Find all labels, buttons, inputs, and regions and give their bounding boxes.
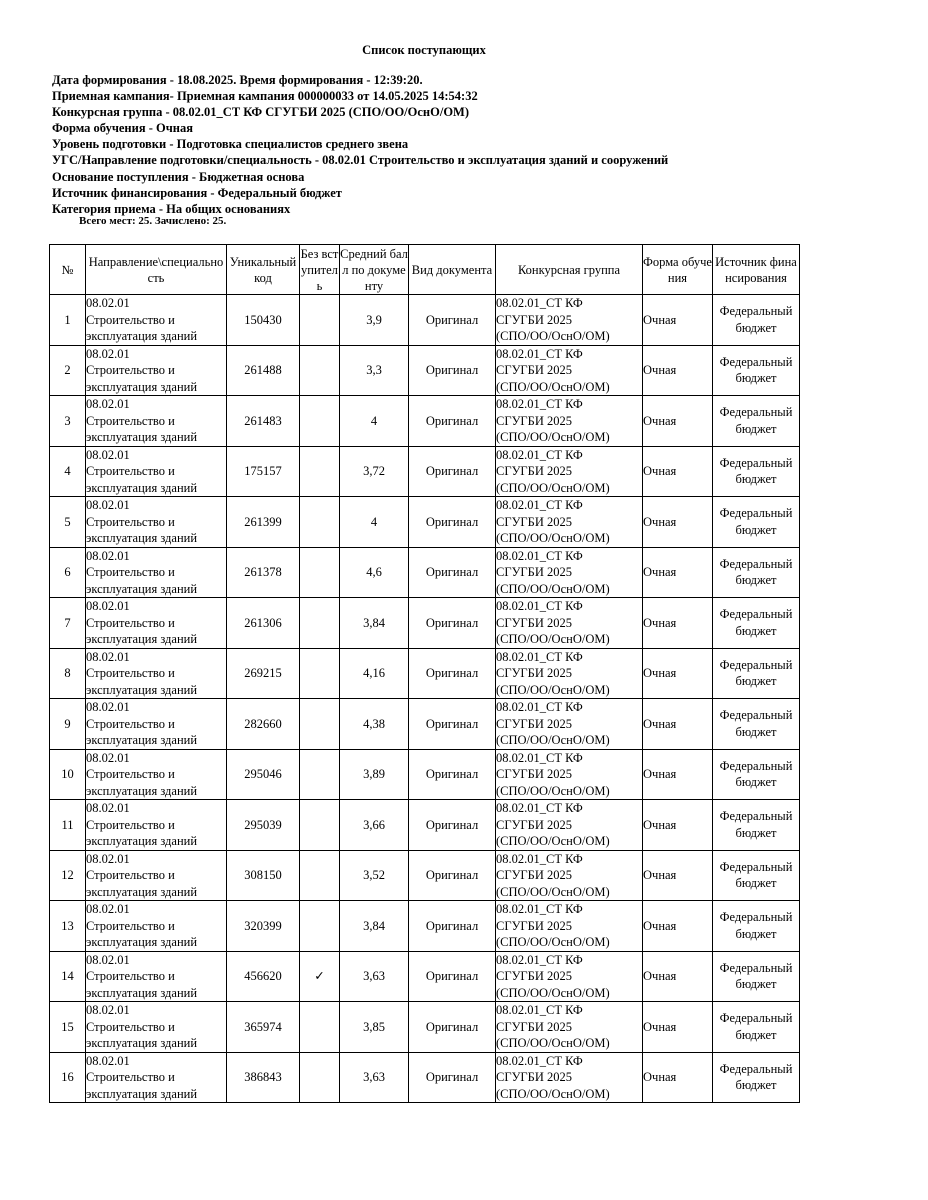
col-number: № <box>50 245 86 295</box>
meta-funding: Источник финансирования - Федеральный бюджет <box>52 185 342 200</box>
cell-competition-group: 08.02.01_СТ КФ СГУГБИ 2025 (СПО/ОО/ОснО/ОМ) <box>496 1002 643 1053</box>
cell-study-form: Очная <box>643 396 713 447</box>
cell-document-type: Оригинал <box>409 699 496 750</box>
cell-unique-code: 282660 <box>227 699 300 750</box>
cell-document-type: Оригинал <box>409 1052 496 1103</box>
cell-unique-code: 269215 <box>227 648 300 699</box>
cell-competition-group: 08.02.01_СТ КФ СГУГБИ 2025 (СПО/ОО/ОснО/ОМ) <box>496 497 643 548</box>
cell-funding-source: Федеральный бюджет <box>713 901 800 952</box>
cell-average-score: 3,63 <box>340 951 409 1002</box>
cell-average-score: 3,85 <box>340 1002 409 1053</box>
cell-without-exams <box>300 497 340 548</box>
table-row <box>50 497 800 548</box>
cell-without-exams <box>300 648 340 699</box>
places-summary: Всего мест: 25. Зачислено: 25. <box>79 215 227 227</box>
cell-direction: 08.02.01 Строительство и эксплуатация зданий <box>86 800 227 851</box>
cell-average-score: 3,84 <box>340 598 409 649</box>
col-document-type: Вид документа <box>409 245 496 295</box>
cell-without-exams <box>300 446 340 497</box>
cell-study-form: Очная <box>643 598 713 649</box>
cell-unique-code: 456620 <box>227 951 300 1002</box>
cell-number: 7 <box>50 598 86 649</box>
cell-funding-source: Федеральный бюджет <box>713 497 800 548</box>
cell-study-form: Очная <box>643 295 713 346</box>
table-row <box>50 598 800 649</box>
cell-unique-code: 175157 <box>227 446 300 497</box>
cell-without-exams <box>300 547 340 598</box>
cell-number: 10 <box>50 749 86 800</box>
cell-study-form: Очная <box>643 1052 713 1103</box>
cell-number: 15 <box>50 1002 86 1053</box>
meta-competition-group: Конкурсная группа - 08.02.01_СТ КФ СГУГБИ 2025 (СПО/ОО/ОснО/ОМ) <box>52 105 469 120</box>
cell-without-exams <box>300 699 340 750</box>
cell-direction: 08.02.01 Строительство и эксплуатация зданий <box>86 1002 227 1053</box>
cell-average-score: 3,63 <box>340 1052 409 1103</box>
cell-competition-group: 08.02.01_СТ КФ СГУГБИ 2025 (СПО/ОО/ОснО/ОМ) <box>496 1052 643 1103</box>
cell-document-type: Оригинал <box>409 749 496 800</box>
cell-average-score: 3,3 <box>340 345 409 396</box>
cell-competition-group: 08.02.01_СТ КФ СГУГБИ 2025 (СПО/ОО/ОснО/ОМ) <box>496 850 643 901</box>
cell-study-form: Очная <box>643 547 713 598</box>
cell-number: 8 <box>50 648 86 699</box>
cell-unique-code: 308150 <box>227 850 300 901</box>
cell-number: 2 <box>50 345 86 396</box>
cell-funding-source: Федеральный бюджет <box>713 749 800 800</box>
cell-document-type: Оригинал <box>409 295 496 346</box>
cell-competition-group: 08.02.01_СТ КФ СГУГБИ 2025 (СПО/ОО/ОснО/ОМ) <box>496 396 643 447</box>
cell-study-form: Очная <box>643 850 713 901</box>
table-header-row <box>50 245 800 295</box>
cell-direction: 08.02.01 Строительство и эксплуатация зданий <box>86 345 227 396</box>
cell-funding-source: Федеральный бюджет <box>713 699 800 750</box>
cell-competition-group: 08.02.01_СТ КФ СГУГБИ 2025 (СПО/ОО/ОснО/ОМ) <box>496 295 643 346</box>
cell-competition-group: 08.02.01_СТ КФ СГУГБИ 2025 (СПО/ОО/ОснО/ОМ) <box>496 749 643 800</box>
cell-document-type: Оригинал <box>409 396 496 447</box>
cell-document-type: Оригинал <box>409 497 496 548</box>
cell-unique-code: 261399 <box>227 497 300 548</box>
cell-study-form: Очная <box>643 951 713 1002</box>
cell-without-exams <box>300 396 340 447</box>
table-row <box>50 951 800 1002</box>
cell-average-score: 4,38 <box>340 699 409 750</box>
col-funding-source: Источник финансирования <box>713 245 800 295</box>
cell-funding-source: Федеральный бюджет <box>713 850 800 901</box>
table-row <box>50 345 800 396</box>
cell-document-type: Оригинал <box>409 901 496 952</box>
cell-average-score: 3,72 <box>340 446 409 497</box>
cell-competition-group: 08.02.01_СТ КФ СГУГБИ 2025 (СПО/ОО/ОснО/ОМ) <box>496 547 643 598</box>
cell-funding-source: Федеральный бюджет <box>713 547 800 598</box>
cell-funding-source: Федеральный бюджет <box>713 598 800 649</box>
cell-average-score: 4 <box>340 396 409 447</box>
cell-competition-group: 08.02.01_СТ КФ СГУГБИ 2025 (СПО/ОО/ОснО/ОМ) <box>496 345 643 396</box>
cell-average-score: 3,9 <box>340 295 409 346</box>
cell-direction: 08.02.01 Строительство и эксплуатация зданий <box>86 598 227 649</box>
cell-document-type: Оригинал <box>409 1002 496 1053</box>
cell-direction: 08.02.01 Строительство и эксплуатация зданий <box>86 446 227 497</box>
meta-basis: Основание поступления - Бюджетная основа <box>52 169 305 184</box>
cell-direction: 08.02.01 Строительство и эксплуатация зданий <box>86 547 227 598</box>
cell-direction: 08.02.01 Строительство и эксплуатация зданий <box>86 648 227 699</box>
cell-competition-group: 08.02.01_СТ КФ СГУГБИ 2025 (СПО/ОО/ОснО/ОМ) <box>496 901 643 952</box>
cell-unique-code: 386843 <box>227 1052 300 1103</box>
cell-number: 4 <box>50 446 86 497</box>
cell-number: 14 <box>50 951 86 1002</box>
cell-average-score: 3,84 <box>340 901 409 952</box>
cell-average-score: 4 <box>340 497 409 548</box>
applicants-table <box>49 244 800 1103</box>
cell-without-exams <box>300 1002 340 1053</box>
cell-direction: 08.02.01 Строительство и эксплуатация зданий <box>86 901 227 952</box>
table-row <box>50 396 800 447</box>
meta-level: Уровень подготовки - Подготовка специалистов среднего звена <box>52 137 409 152</box>
cell-study-form: Очная <box>643 800 713 851</box>
col-direction: Направление\специальность <box>86 245 227 295</box>
cell-unique-code: 261488 <box>227 345 300 396</box>
cell-number: 16 <box>50 1052 86 1103</box>
cell-document-type: Оригинал <box>409 648 496 699</box>
meta-campaign: Приемная кампания- Приемная кампания 000000033 от 14.05.2025 14:54:32 <box>52 89 478 104</box>
table-row <box>50 800 800 851</box>
cell-without-exams <box>300 901 340 952</box>
cell-study-form: Очная <box>643 497 713 548</box>
cell-without-exams <box>300 345 340 396</box>
cell-funding-source: Федеральный бюджет <box>713 446 800 497</box>
cell-document-type: Оригинал <box>409 598 496 649</box>
cell-direction: 08.02.01 Строительство и эксплуатация зданий <box>86 951 227 1002</box>
cell-number: 6 <box>50 547 86 598</box>
cell-document-type: Оригинал <box>409 850 496 901</box>
cell-funding-source: Федеральный бюджет <box>713 648 800 699</box>
table-row <box>50 446 800 497</box>
cell-unique-code: 150430 <box>227 295 300 346</box>
cell-number: 3 <box>50 396 86 447</box>
cell-number: 13 <box>50 901 86 952</box>
cell-average-score: 4,16 <box>340 648 409 699</box>
cell-direction: 08.02.01 Строительство и эксплуатация зданий <box>86 396 227 447</box>
cell-number: 1 <box>50 295 86 346</box>
cell-funding-source: Федеральный бюджет <box>713 951 800 1002</box>
table-row <box>50 547 800 598</box>
cell-direction: 08.02.01 Строительство и эксплуатация зданий <box>86 749 227 800</box>
cell-without-exams <box>300 598 340 649</box>
report-metadata <box>52 72 668 217</box>
cell-average-score: 3,66 <box>340 800 409 851</box>
col-without-exams: Без вступитель <box>300 246 339 293</box>
page-title: Список поступающих <box>362 43 486 57</box>
cell-average-score: 3,52 <box>340 850 409 901</box>
cell-study-form: Очная <box>643 901 713 952</box>
cell-study-form: Очная <box>643 648 713 699</box>
cell-document-type: Оригинал <box>409 446 496 497</box>
cell-without-exams <box>300 749 340 800</box>
table-row <box>50 850 800 901</box>
table-row <box>50 1052 800 1103</box>
cell-unique-code: 261378 <box>227 547 300 598</box>
cell-direction: 08.02.01 Строительство и эксплуатация зданий <box>86 850 227 901</box>
cell-without-exams <box>300 295 340 346</box>
col-competition-group: Конкурсная группа <box>496 245 643 295</box>
cell-number: 9 <box>50 699 86 750</box>
cell-study-form: Очная <box>643 749 713 800</box>
cell-study-form: Очная <box>643 345 713 396</box>
cell-competition-group: 08.02.01_СТ КФ СГУГБИ 2025 (СПО/ОО/ОснО/ОМ) <box>496 800 643 851</box>
cell-unique-code: 365974 <box>227 1002 300 1053</box>
meta-study-form: Форма обучения - Очная <box>52 121 193 136</box>
col-unique-code: Уникальный код <box>227 245 300 295</box>
cell-document-type: Оригинал <box>409 345 496 396</box>
cell-unique-code: 261306 <box>227 598 300 649</box>
col-study-form: Форма обучения <box>643 245 713 295</box>
cell-without-exams <box>300 1052 340 1103</box>
cell-unique-code: 320399 <box>227 901 300 952</box>
meta-specialty: УГС/Направление подготовки/специальность - 08.02.01 Строительство и эксплуатация зданий и сооружений <box>52 153 669 168</box>
cell-direction: 08.02.01 Строительство и эксплуатация зданий <box>86 699 227 750</box>
cell-without-exams <box>300 800 340 851</box>
col-average-score: Средний балл по документу <box>340 246 408 293</box>
cell-unique-code: 295046 <box>227 749 300 800</box>
cell-document-type: Оригинал <box>409 547 496 598</box>
cell-study-form: Очная <box>643 1002 713 1053</box>
cell-competition-group: 08.02.01_СТ КФ СГУГБИ 2025 (СПО/ОО/ОснО/ОМ) <box>496 446 643 497</box>
table-row <box>50 295 800 346</box>
cell-number: 12 <box>50 850 86 901</box>
meta-generated: Дата формирования - 18.08.2025. Время формирования - 12:39:20. <box>52 73 423 87</box>
cell-number: 11 <box>50 800 86 851</box>
table-row <box>50 1002 800 1053</box>
cell-direction: 08.02.01 Строительство и эксплуатация зданий <box>86 295 227 346</box>
cell-document-type: Оригинал <box>409 951 496 1002</box>
cell-competition-group: 08.02.01_СТ КФ СГУГБИ 2025 (СПО/ОО/ОснО/ОМ) <box>496 951 643 1002</box>
cell-study-form: Очная <box>643 699 713 750</box>
meta-category: Категория приема - На общих основаниях <box>52 201 291 216</box>
cell-study-form: Очная <box>643 446 713 497</box>
cell-funding-source: Федеральный бюджет <box>713 800 800 851</box>
cell-funding-source: Федеральный бюджет <box>713 1002 800 1053</box>
cell-funding-source: Федеральный бюджет <box>713 1052 800 1103</box>
cell-competition-group: 08.02.01_СТ КФ СГУГБИ 2025 (СПО/ОО/ОснО/ОМ) <box>496 598 643 649</box>
cell-direction: 08.02.01 Строительство и эксплуатация зданий <box>86 1052 227 1103</box>
cell-funding-source: Федеральный бюджет <box>713 345 800 396</box>
table-row <box>50 901 800 952</box>
cell-without-exams <box>300 850 340 901</box>
cell-competition-group: 08.02.01_СТ КФ СГУГБИ 2025 (СПО/ОО/ОснО/ОМ) <box>496 699 643 750</box>
cell-competition-group: 08.02.01_СТ КФ СГУГБИ 2025 (СПО/ОО/ОснО/ОМ) <box>496 648 643 699</box>
table-row <box>50 699 800 750</box>
cell-without-exams: ✓ <box>300 951 340 1002</box>
cell-unique-code: 295039 <box>227 800 300 851</box>
cell-average-score: 4,6 <box>340 547 409 598</box>
cell-unique-code: 261483 <box>227 396 300 447</box>
table-row <box>50 648 800 699</box>
cell-document-type: Оригинал <box>409 800 496 851</box>
cell-funding-source: Федеральный бюджет <box>713 295 800 346</box>
cell-funding-source: Федеральный бюджет <box>713 396 800 447</box>
cell-direction: 08.02.01 Строительство и эксплуатация зданий <box>86 497 227 548</box>
cell-number: 5 <box>50 497 86 548</box>
cell-average-score: 3,89 <box>340 749 409 800</box>
table-row <box>50 749 800 800</box>
